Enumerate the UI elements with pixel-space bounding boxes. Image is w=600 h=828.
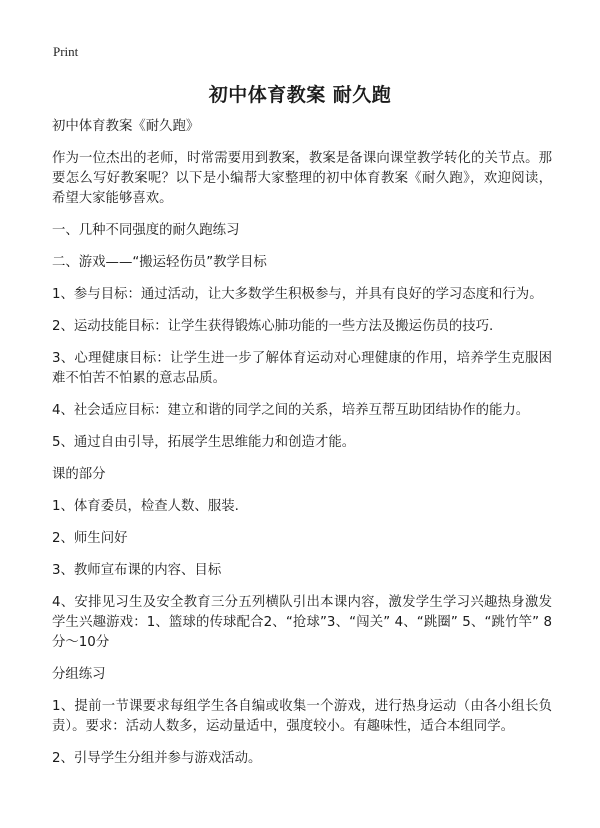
objective-item: 2、运动技能目标：让学生获得锻炼心肺功能的一些方法及搬运伤员的技巧. [52,319,494,334]
section-heading: 二、游戏——“搬运轻伤员”教学目标 [52,255,267,270]
intro-paragraph: 作为一位杰出的老师，时常需要用到教案，教案是备课向课堂教学转化的关节点。那要怎么写好教案呢？以下是小编帮大家整理的初中体育教案《耐久跑》，欢迎阅读，希望大家能够喜欢。 [52,151,552,206]
document-body [52,117,552,781]
objective-item: 3、心理健康目标：让学生进一步了解体育运动对心理健康的作用，培养学生克服困难不怕苦不怕累的意志品质。 [52,351,552,386]
objective-item: 1、参与目标：通过活动，让大多数学生积极参与，并具有良好的学习态度和行为。 [52,287,543,302]
section-heading: 一、几种不同强度的耐久跑练习 [52,223,240,238]
page-title: 初中体育教案 耐久跑 [208,84,392,106]
practice-step: 2、引导学生分组并参与游戏活动。 [52,751,262,766]
doc-subtitle: 初中体育教案《耐久跑》 [52,119,200,134]
practice-step: 1、提前一节课要求每组学生各自编或收集一个游戏，进行热身运动（由各小组长负责）。要求：活动人数多，运动量适中，强度较小。有趣味性，适合本组同学。 [52,699,552,734]
lesson-step: 3、教师宣布课的内容、目标 [52,563,222,578]
objective-item: 4、社会适应目标：建立和谐的同学之间的关系，培养互帮互助团结协作的能力。 [52,403,530,418]
objective-item: 5、通过自由引导，拓展学生思维能力和创造才能。 [52,435,356,450]
section-heading: 课的部分 [52,467,106,482]
lesson-step: 2、师生问好 [52,531,128,546]
section-heading: 分组练习 [52,667,106,682]
print-label: Print [53,44,79,59]
lesson-step: 1、体育委员，检查人数、服装. [52,499,239,514]
lesson-step: 4、安排见习生及安全教育三分五列横队引出本课内容，激发学生学习兴趣热身激发学生兴趣游戏：1、篮球的传球配合2、“抢球”3、“闯关” 4、“跳圈” 5、“跳竹竿” 8分～10分 [52,595,552,650]
